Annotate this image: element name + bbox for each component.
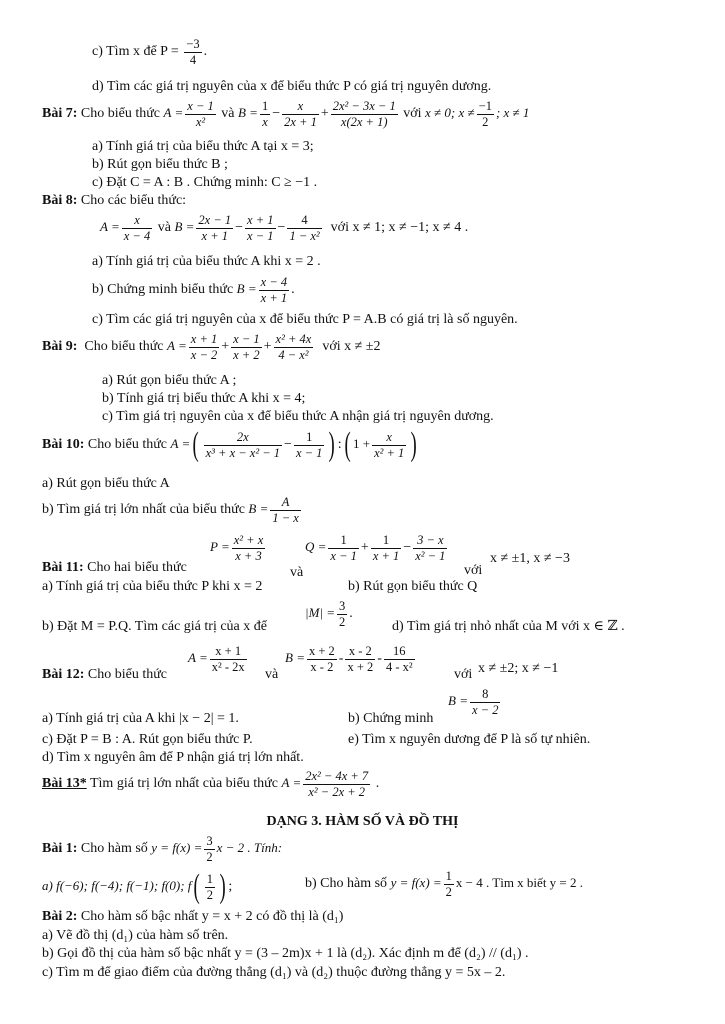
fraction [294,431,324,459]
numerator: x² + x [233,533,264,547]
denominator: 4 − x² [278,347,309,362]
fraction [270,496,300,524]
denominator: x − 2 [190,347,218,362]
denominator: x(2x + 1) [340,114,388,129]
bai11-P: P = $\frac{\text{x² + x}}{x + 3}$ [210,533,264,563]
s2-statement: Bài 2: Cho hàm số bậc nhất y = x + 2 có đồ thị là (d₁) [42,909,344,924]
numerator: 3 [206,834,213,848]
denominator: x² − 2x + 2 [308,784,366,799]
numerator: 8 [470,688,500,703]
bai11-with: với [464,563,483,578]
s2-a: a) Vẽ đồ thị (d₁) của hàm số trên. [42,928,229,943]
numerator: 3 − x [413,534,447,549]
bai12-A: A = $\frac{x + 1}{\text{x² - 2x}}$ [188,644,245,674]
denominator: 2 [206,849,213,864]
numerator: 3 [339,599,346,613]
numerator: A [270,496,300,511]
fraction [413,534,447,562]
numerator: x + 1 [210,645,247,660]
fraction [444,870,454,898]
denominator: x + 2 [233,347,260,362]
numerator: x + 1 [247,213,274,227]
denominator: 4 [189,52,197,67]
parenthesis: ) [328,426,336,463]
bai9-b: b) Tính giá trị biểu thức A khi x = 4; [102,391,306,406]
s2-b: b) Gọi đồ thị của hàm số bậc nhất y = (3 – 2m)x + 1 là (d₂). Xác định m để (d₂) // (d₁) . [42,946,529,961]
bai8-b: b) Chứng minh biểu thức B = $\frac{x - 4}{x + 1}$ . [92,275,295,305]
fraction [185,100,215,128]
bai8-c: c) Tìm các giá trị nguyên của x để biểu thức P = A.B có giá trị là số nguyên. [92,312,518,327]
bai11-a: a) Tính giá trị của biểu thức P khi x = 2 [42,579,263,594]
numerator: 4 [287,214,321,229]
bai8-expressions: A = $\frac{x}{x - 4}$ và B = $\frac{2x - 1}{x + 1}$ − $\frac{x + 1}{x - 1}$ − $\frac{4}{\text{1 − x²}}$ với x ≠ 1; x ≠ −1; x ≠ 4 . [100,213,469,243]
bai12-d: d) Tìm x nguyên âm để P nhận giá trị lớn nhất. [42,750,304,765]
numerator: x − 1 [187,99,214,113]
s1-b: b) Cho hàm số y = f(x) = $\frac{1}{2}$ x − 4 . Tìm x biết y = 2 . [305,869,584,899]
bai7-b: b) Rút gọn biểu thức B ; [92,157,228,172]
denominator: x + 2 [347,659,374,674]
parenthesis: ( [193,868,201,905]
bai9-c: c) Tìm giá trị nguyên của x để biểu thức A nhận giá trị nguyên dương. [102,409,494,424]
bai12-and: và [265,667,279,682]
bai11-M: |M| = $\frac{3}{2}$ . [305,599,353,629]
bai10-a: a) Rút gọn biểu thức A [42,476,170,491]
denominator: x − 1 [247,228,274,243]
fraction [205,873,215,901]
numerator: x − 1 [233,332,260,346]
denominator: 2x + 1 [284,114,317,129]
bai8-heading: Bài 8: Cho các biểu thức: [42,193,187,208]
bai7-c: c) Đặt C = A : B . Chứng minh: C ≥ −1 . [92,175,318,190]
denominator: x² - 2x [211,659,245,674]
fraction [232,534,266,562]
numerator: 1 [445,869,452,883]
fraction [204,835,214,863]
numerator: x − 4 [260,275,288,289]
bai9-statement: Bài 9: Cho biểu thức A = $\frac{x + 1}{x - 2}$ + $\frac{x - 1}{x + 2}$ + $\frac{\text{x² + 4x}}{\text{4 − x²}}$ với x ≠ ±2 [42,332,381,362]
fraction [384,645,415,673]
denominator: 4 - x² [385,659,413,674]
numerator: x [282,100,319,115]
fraction [204,431,282,459]
bai12-heading: Bài 12: Cho biểu thức [42,667,168,682]
numerator: 1 [206,872,213,886]
numerator: x [372,431,406,446]
fraction [331,100,398,128]
bai12-b-pre: b) Chứng minh [348,711,434,726]
denominator: x − 1 [295,445,323,460]
fraction [122,214,152,242]
fraction [260,100,270,128]
numerator: 1 [371,534,401,549]
parenthesis: ( [344,426,351,463]
denominator: x − 2 [471,702,499,717]
numerator: x + 2 [308,644,335,658]
fraction [196,214,233,242]
bai8-a: a) Tính giá trị của biểu thức A khi x = 2 . [92,254,321,269]
bai12-b-B: B = $\frac{8}{x - 2}$ [448,687,499,717]
denominator: x² + 1 [374,445,405,460]
fraction [287,214,321,242]
fraction [328,534,358,562]
numerator: 2x² − 4x + 7 [305,769,369,783]
denominator: 2 [445,884,452,899]
line-d-top: d) Tìm các giá trị nguyên của x để biểu thức P có giá trị nguyên dương. [92,79,492,94]
denominator: 2 [206,887,213,902]
fraction [303,770,370,798]
bai13-statement: Bài 13* Tìm giá trị lớn nhất của biểu thức A = $\frac{\text{2x² − 4x + 7}}{\text{x² − 2x + 2}}$ . [42,769,380,799]
fraction [231,333,261,361]
fraction [189,333,219,361]
s1-statement: Bài 1: Cho hàm số y = f(x) = $\frac{3}{2}$ x − 2 . Tính: [42,834,283,864]
bai11-heading: Bài 11: Cho hai biểu thức [42,560,187,575]
bai12-B: B = $\frac{x + 2}{x - 2}$ - $\frac{x - 2}{x + 2}$ - $\frac{16}{\text{4 - x²}}$ [285,644,413,674]
fraction [372,431,406,459]
bai11-b2: b) Đặt M = P.Q. Tìm các giá trị của x để [42,619,267,634]
denominator: x + 1 [260,290,288,305]
bai12-a: a) Tính giá trị của A khi |x − 2| = 1. [42,711,239,726]
bai7-a: a) Tính giá trị của biểu thức A tại x = 3; [92,139,314,154]
fraction [345,645,375,673]
denominator: x² − 1 [415,548,446,563]
fraction [371,534,401,562]
bai12-cond: x ≠ ±2; x ≠ −1 [478,661,559,676]
denominator: 1 − x [272,510,299,525]
numerator: 16 [384,645,415,660]
fraction [470,688,500,716]
fraction [477,100,494,128]
denominator: x - 2 [310,659,334,674]
bai9-a: a) Rút gọn biểu thức A ; [102,373,237,388]
parenthesis: ( [192,426,200,463]
fraction [307,645,337,673]
numerator: 1 [261,99,269,113]
fraction [337,600,347,628]
numerator: 1 [294,431,324,446]
s1-a: a) f(−6); f(−4); f(−1); f(0); f( $\frac{1}{2}$ ) ; [42,868,233,905]
numerator: x [122,214,152,229]
bai7-statement: Bài 7: Cho biểu thức A = $\frac{x - 1}{\text{x²}}$ và B = $\frac{1}{x}$ − $\frac{x}{2x + 1}$ + $\frac{\text{2x² − 3x − 1}}{x(2x + 1)}$ với x ≠ 0; x ≠ $\frac{-1}{2}$ ; x ≠ 1 [42,99,530,129]
section-title: DẠNG 3. HÀM SỐ VÀ ĐỒ THỊ [266,814,459,829]
numerator: −3 [186,37,200,51]
numerator: 2x − 1 [198,213,232,227]
numerator: x - 2 [345,645,375,660]
bai12-c: c) Đặt P = B : A. Rút gọn biểu thức P. [42,732,253,747]
denominator: x + 1 [372,548,400,563]
bai11-b: b) Rút gọn biểu thức Q [348,579,478,594]
denominator: 1 − x² [289,228,320,243]
parenthesis: ) [219,868,226,905]
denominator: 2 [339,614,346,629]
denominator: x + 1 [201,228,229,243]
numerator: x² + 4x [275,332,312,346]
bai11-cond: x ≠ ±1, x ≠ −3 [490,551,570,566]
line-c-top: c) Tìm x để P = $\frac{-3}{4}$ . [92,37,208,67]
denominator: x − 1 [330,548,357,563]
denominator: x − 4 [123,228,151,243]
denominator: x² [195,114,206,129]
fraction [210,645,247,673]
bai12-e: e) Tìm x nguyên dương để P là số tự nhiên. [348,732,591,747]
bai11-d: d) Tìm giá trị nhỏ nhất của M với x ∈ ℤ . [392,619,625,634]
bai10-statement: Bài 10: Cho biểu thức A =( $\frac{2x}{\text{x³ + x − x² − 1}}$ − $\frac{1}{x - 1}$ ) :( 1 + $\frac{x}{\text{x² + 1}}$ ) [42,426,418,463]
s2-c: c) Tìm m để giao điểm của đường thẳng (d₁) và (d₂) thuộc đường thẳng y = 5x – 2. [42,965,506,980]
fraction [245,214,275,242]
denominator: 2 [482,114,489,129]
bai12-with: với [454,667,473,682]
bai11-and: và [290,565,304,580]
numerator: 1 [328,534,358,549]
numerator: 2x [204,431,282,446]
parenthesis: ) [410,426,418,463]
bai11-Q: Q = $\frac{1}{x - 1}$ + $\frac{1}{x + 1}$ − $\frac{3 - x}{\text{x² − 1}}$ [305,533,446,563]
fraction [282,100,319,128]
fraction [274,333,314,361]
numerator: −1 [478,99,492,113]
denominator: x [262,114,268,129]
bai10-b: b) Tìm giá trị lớn nhất của biểu thức B = $\frac{A}{1 - x}$ [42,495,299,525]
fraction [184,38,201,66]
fraction [259,276,289,304]
numerator: x + 1 [190,332,218,346]
numerator: 2x² − 3x − 1 [332,99,396,113]
denominator: x + 3 [235,548,262,563]
denominator: x³ + x − x² − 1 [205,445,281,460]
